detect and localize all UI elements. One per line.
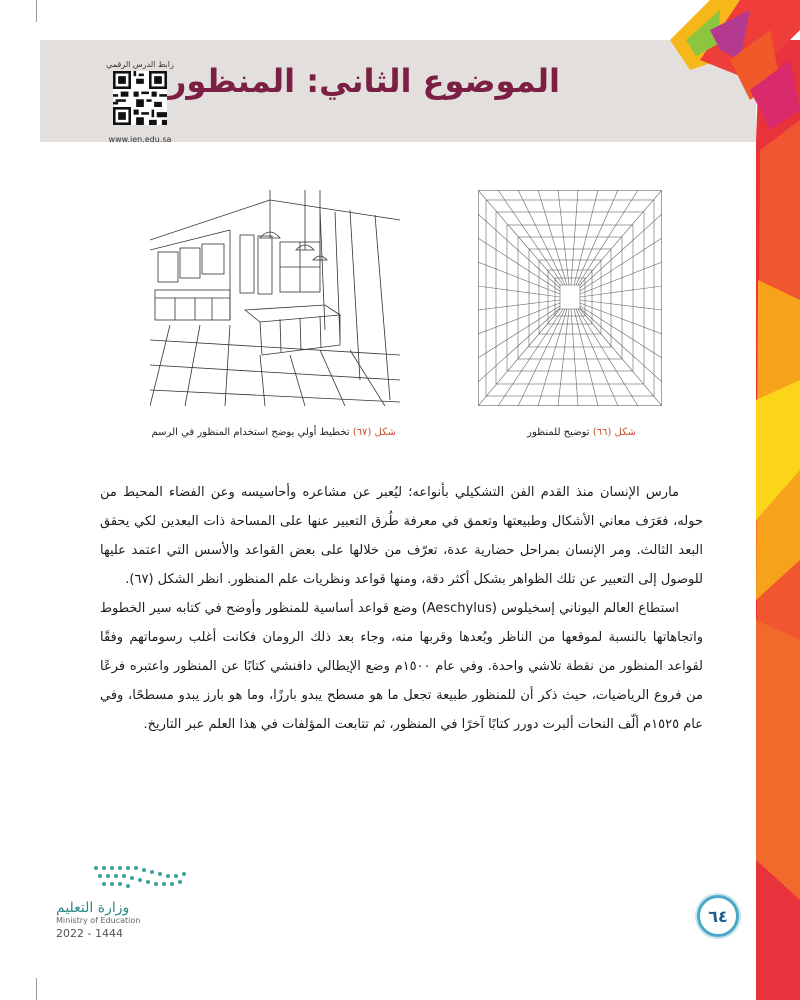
digital-lesson-qr[interactable]	[100, 60, 180, 144]
ministry-dots-icon	[56, 862, 196, 892]
edition-year: 2022 - 1444	[56, 927, 123, 940]
figure-66-number: شكل (٦٦)	[592, 427, 636, 438]
ministry-name-ar: وزارة التعليم	[56, 900, 130, 916]
paragraph-1: مارس الإنسان منذ القدم الفن التشكيلي بأنواعه؛ ليُعبر عن مشاعره وأحاسيسه وعن الفضاء المحيط من حوله، فعَرَف معاني الأشكال وطبيعتها وتعمق في معرفة طُرق التعبير عنها على المساحة ذات البعدين لكي يحقق البعد الثالث. ومر الإنسان بمراحل حضارية عدة، تعرّف من خلالها على بعض القواعد والأسس التي اعتمد عليها للوصول إلى التعبير عن تلك الظواهر بشكل أكثر دقة، ومنها قواعد ونظريات علم المنظور. انظر الشكل (٦٧).	[100, 485, 703, 587]
crop-mark	[36, 978, 37, 1000]
figure-67-text: تخطيط أولي يوضح استخدام المنظور في الرسم	[151, 427, 350, 438]
ministry-logo	[56, 862, 196, 940]
figure-66-text: توضيح للمنظور	[527, 427, 590, 438]
page-number: ٦٤	[697, 895, 739, 937]
kitchen-perspective-sketch	[150, 190, 400, 406]
crop-mark	[764, 0, 765, 22]
qr-url[interactable]: www.ien.edu.sa	[108, 135, 172, 144]
figure-67-caption	[152, 427, 396, 438]
qr-code-icon[interactable]	[113, 71, 167, 125]
paragraph-2: استطاع العالم اليوناني إسخيلوس (Aeschylus) وضع قواعد أساسية للمنظور وأوضح في كتابه سير الخطوط واتجاهاتها بالنسبة لموقعها من الناظر وبُعدها وقربها منه، وجاء بعد ذلك الرومان فكانت أغلب رسوماتهم وفقًا لقواعد المنظور من نقطة تلاشي واحدة. وفي عام ١٥٠٠م وضع الإيطالي دافنشي كتابًا عن المنظور واعتبره فرعًا من فروع الرياضيات، حيث ذكر أن للمنظور طبيعة تجعل ما هو مسطح يبدو بارزًا، وما هو بارز يبدو مسطحًا، وفي عام ١٥٢٥م ألّف النحات ألبرت دورر كتابًا آخرًا في المنظور، ثم تتابعت المؤلفات في هذا العلم عبر التاريخ.	[100, 601, 703, 732]
crop-mark	[764, 978, 765, 1000]
page-title: الموضوع الثاني: المنظور	[167, 62, 560, 100]
crop-mark	[36, 0, 37, 22]
figure-66-caption	[527, 427, 636, 438]
figure-67-number: شكل (٦٧)	[352, 427, 396, 438]
perspective-grid-illustration	[478, 190, 662, 406]
ministry-name-en: Ministry of Education	[56, 916, 141, 925]
lesson-body	[100, 478, 703, 739]
qr-label: رابط الدرس الرقمي	[106, 60, 174, 69]
